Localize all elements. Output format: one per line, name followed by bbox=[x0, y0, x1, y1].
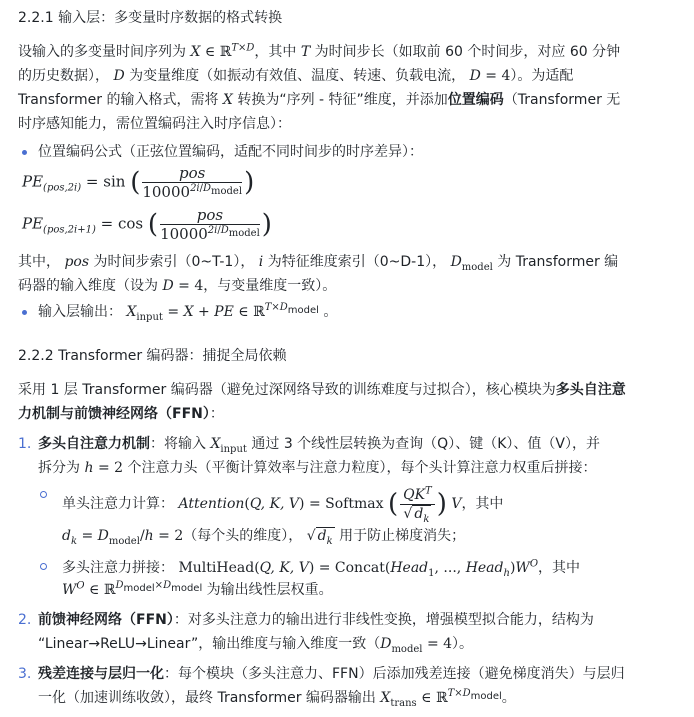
section-title-2-2-1: 2.2.1 输入层：多变量时序数据的格式转换 bbox=[18, 10, 283, 26]
paragraph-line: 的历史数据）， D 为变量维度（如振动有效值、温度、转速、负载电流， D = 4）。为适配 bbox=[18, 68, 574, 84]
bullet-text: 位置编码公式（正弦位置编码，适配不同时间步的时序差异）： bbox=[38, 144, 423, 160]
sub-bullet-circle bbox=[40, 491, 47, 498]
list-number: 2. bbox=[18, 612, 32, 628]
paragraph-line: 码器的输入维度（设为 D = 4，与变量维度一致）。 bbox=[18, 278, 337, 294]
pe-sin-formula: $PE_{(pos,2i)} = \sin$ ( $\frac{\text{pos}}{10000^{2i/D_{model}}}$ ) bbox=[22, 164, 255, 201]
paragraph-line: 设输入的多变量时间序列为 X ∈ ℝ$^{T\times D}$，其中 T 为时间步长（如取前 60 个时间步，对应 60 分钟 bbox=[18, 42, 621, 60]
list-item-text: “Linear→ReLU→Linear”，输出维度与输入维度一致$(D_{model} = 4)$。 bbox=[38, 636, 474, 655]
sub-item-text: 多头注意力拼接： MultiHead(Q, K, V) = Concat(Head$_1$, ..., $Head_h)W^O$，其中 bbox=[62, 558, 581, 579]
paragraph-line: 其中， pos 为时间步索引（0~T-1）， i 为特征维度索引（0~D-1）， $D_{model}$ 为 Transformer 编 bbox=[18, 254, 619, 273]
sub-item-text: 单头注意力计算： Attention(Q, K, V) = Softmax ( $\frac{QK^T}{√ d_k}$ ) V，其中 bbox=[62, 484, 504, 525]
bullet-dot bbox=[22, 150, 27, 155]
paragraph-line: 采用 1 层 Transformer 编码器（避免过深网络导致的训练难度与过拟合），核心模块为多头自注意 bbox=[18, 382, 626, 398]
bullet-text: 输入层输出： $X_{input} = X$ + PE ∈ ℝ$^{T\times D_{model}}$ 。 bbox=[38, 302, 338, 323]
section-title-2-2-2: 2.2.2 Transformer 编码器：捕捉全局依赖 bbox=[18, 348, 287, 364]
sub-item-text: $d_k = D_{model}/h = 2$（每个头的维度）， √ $d_k$ 用于防止梯度消失； bbox=[62, 528, 466, 547]
list-item-text: 多头自注意力机制：将输入 $X_{input}$ 通过 3 个线性层转换为查询（Q）、键（K）、值（V），并 bbox=[38, 436, 600, 455]
sub-item-text: $W^O$ ∈ ℝ$^{D_{model}\times D_{model}}$ 为输出线性层权重。 bbox=[62, 580, 333, 598]
list-item-text: 拆分为 h = 2 个注意力头（平衡计算效率与注意力粒度），每个头计算注意力权重后拼接： bbox=[38, 460, 597, 476]
paragraph-line: 力机制与前馈神经网络（FFN）： bbox=[18, 406, 224, 422]
paragraph-line: Transformer 的输入格式，需将 X 转换为“序列 - 特征”维度，并添加位置编码（Transformer 无 bbox=[18, 92, 621, 108]
list-number: 3. bbox=[18, 666, 32, 682]
pe-cos-formula: $PE_{(pos,2i+1)} = \cos$ ( $\frac{\text{pos}}{10000^{2i/D_{model}}}$ ) bbox=[22, 206, 272, 243]
bullet-dot bbox=[22, 310, 27, 315]
list-item-text: 一化（加速训练收敛），最终 Transformer 编码器输出 $X_{trans}$ ∈ ℝ$^{T\times D_{model}}$。 bbox=[38, 688, 516, 709]
sub-bullet-circle bbox=[40, 563, 47, 570]
list-item-text: 前馈神经网络（FFN）：对多头注意力的输出进行非线性变换，增强模型拟合能力，结构为 bbox=[38, 612, 594, 628]
list-item-text: 残差连接与层归一化：每个模块（多头注意力、FFN）后添加残差连接（避免梯度消失）与层归 bbox=[38, 666, 625, 682]
list-number: 1. bbox=[18, 436, 32, 452]
paragraph-line: 时序感知能力，需位置编码注入时序信息）： bbox=[18, 116, 291, 132]
